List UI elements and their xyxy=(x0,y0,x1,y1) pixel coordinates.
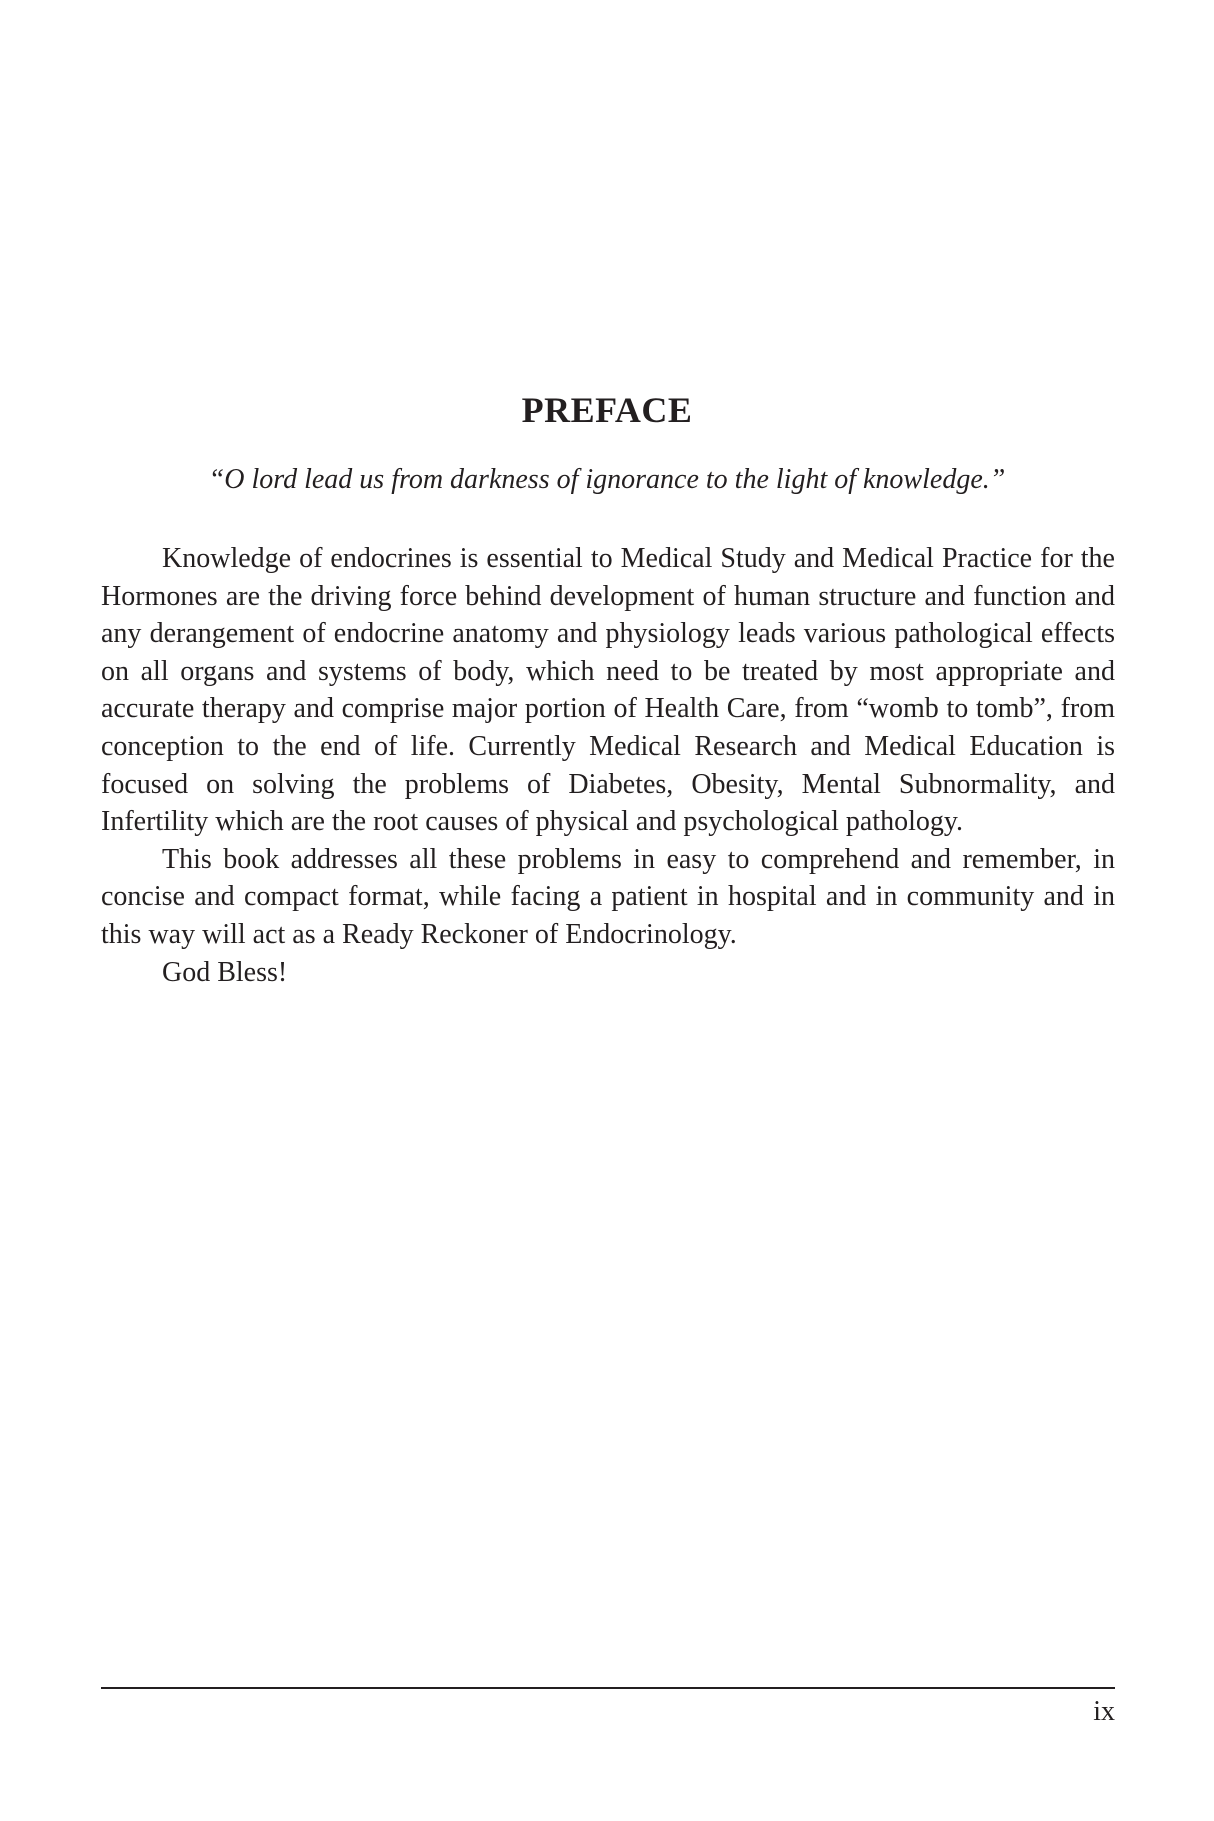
page-title: PREFACE xyxy=(521,390,693,430)
preface-body xyxy=(101,540,1115,991)
page-number: ix xyxy=(1093,1696,1115,1727)
body-paragraph: God Bless! xyxy=(162,956,288,988)
footer-divider xyxy=(101,1687,1115,1689)
body-paragraph: Knowledge of endocrines is essential to Medical Study and Medical Practice for the Hormones are the driving force behind development of human structure and function and any derangement of endocrine anatomy and physiology leads various pathological effects on all organs and systems of body, which need to be treated by most appropriate and accurate therapy and comprise major portion of Health Care, from “womb to tomb”, from conception to the end of life. Currently Medical Research and Medical Education is focused on solving the problems of Diabetes, Obesity, Mental Subnormality, and Infertility which are the root causes of physical and psychological pathology. xyxy=(101,543,1115,838)
epigraph-quote: “O lord lead us from darkness of ignorance to the light of knowledge.” xyxy=(208,464,1006,495)
body-paragraph: This book addresses all these problems in easy to comprehend and remember, in concise and compact format, while facing a patient in hospital and in community and in this way will act as a Ready Reckoner of Endocrinology. xyxy=(101,843,1115,950)
